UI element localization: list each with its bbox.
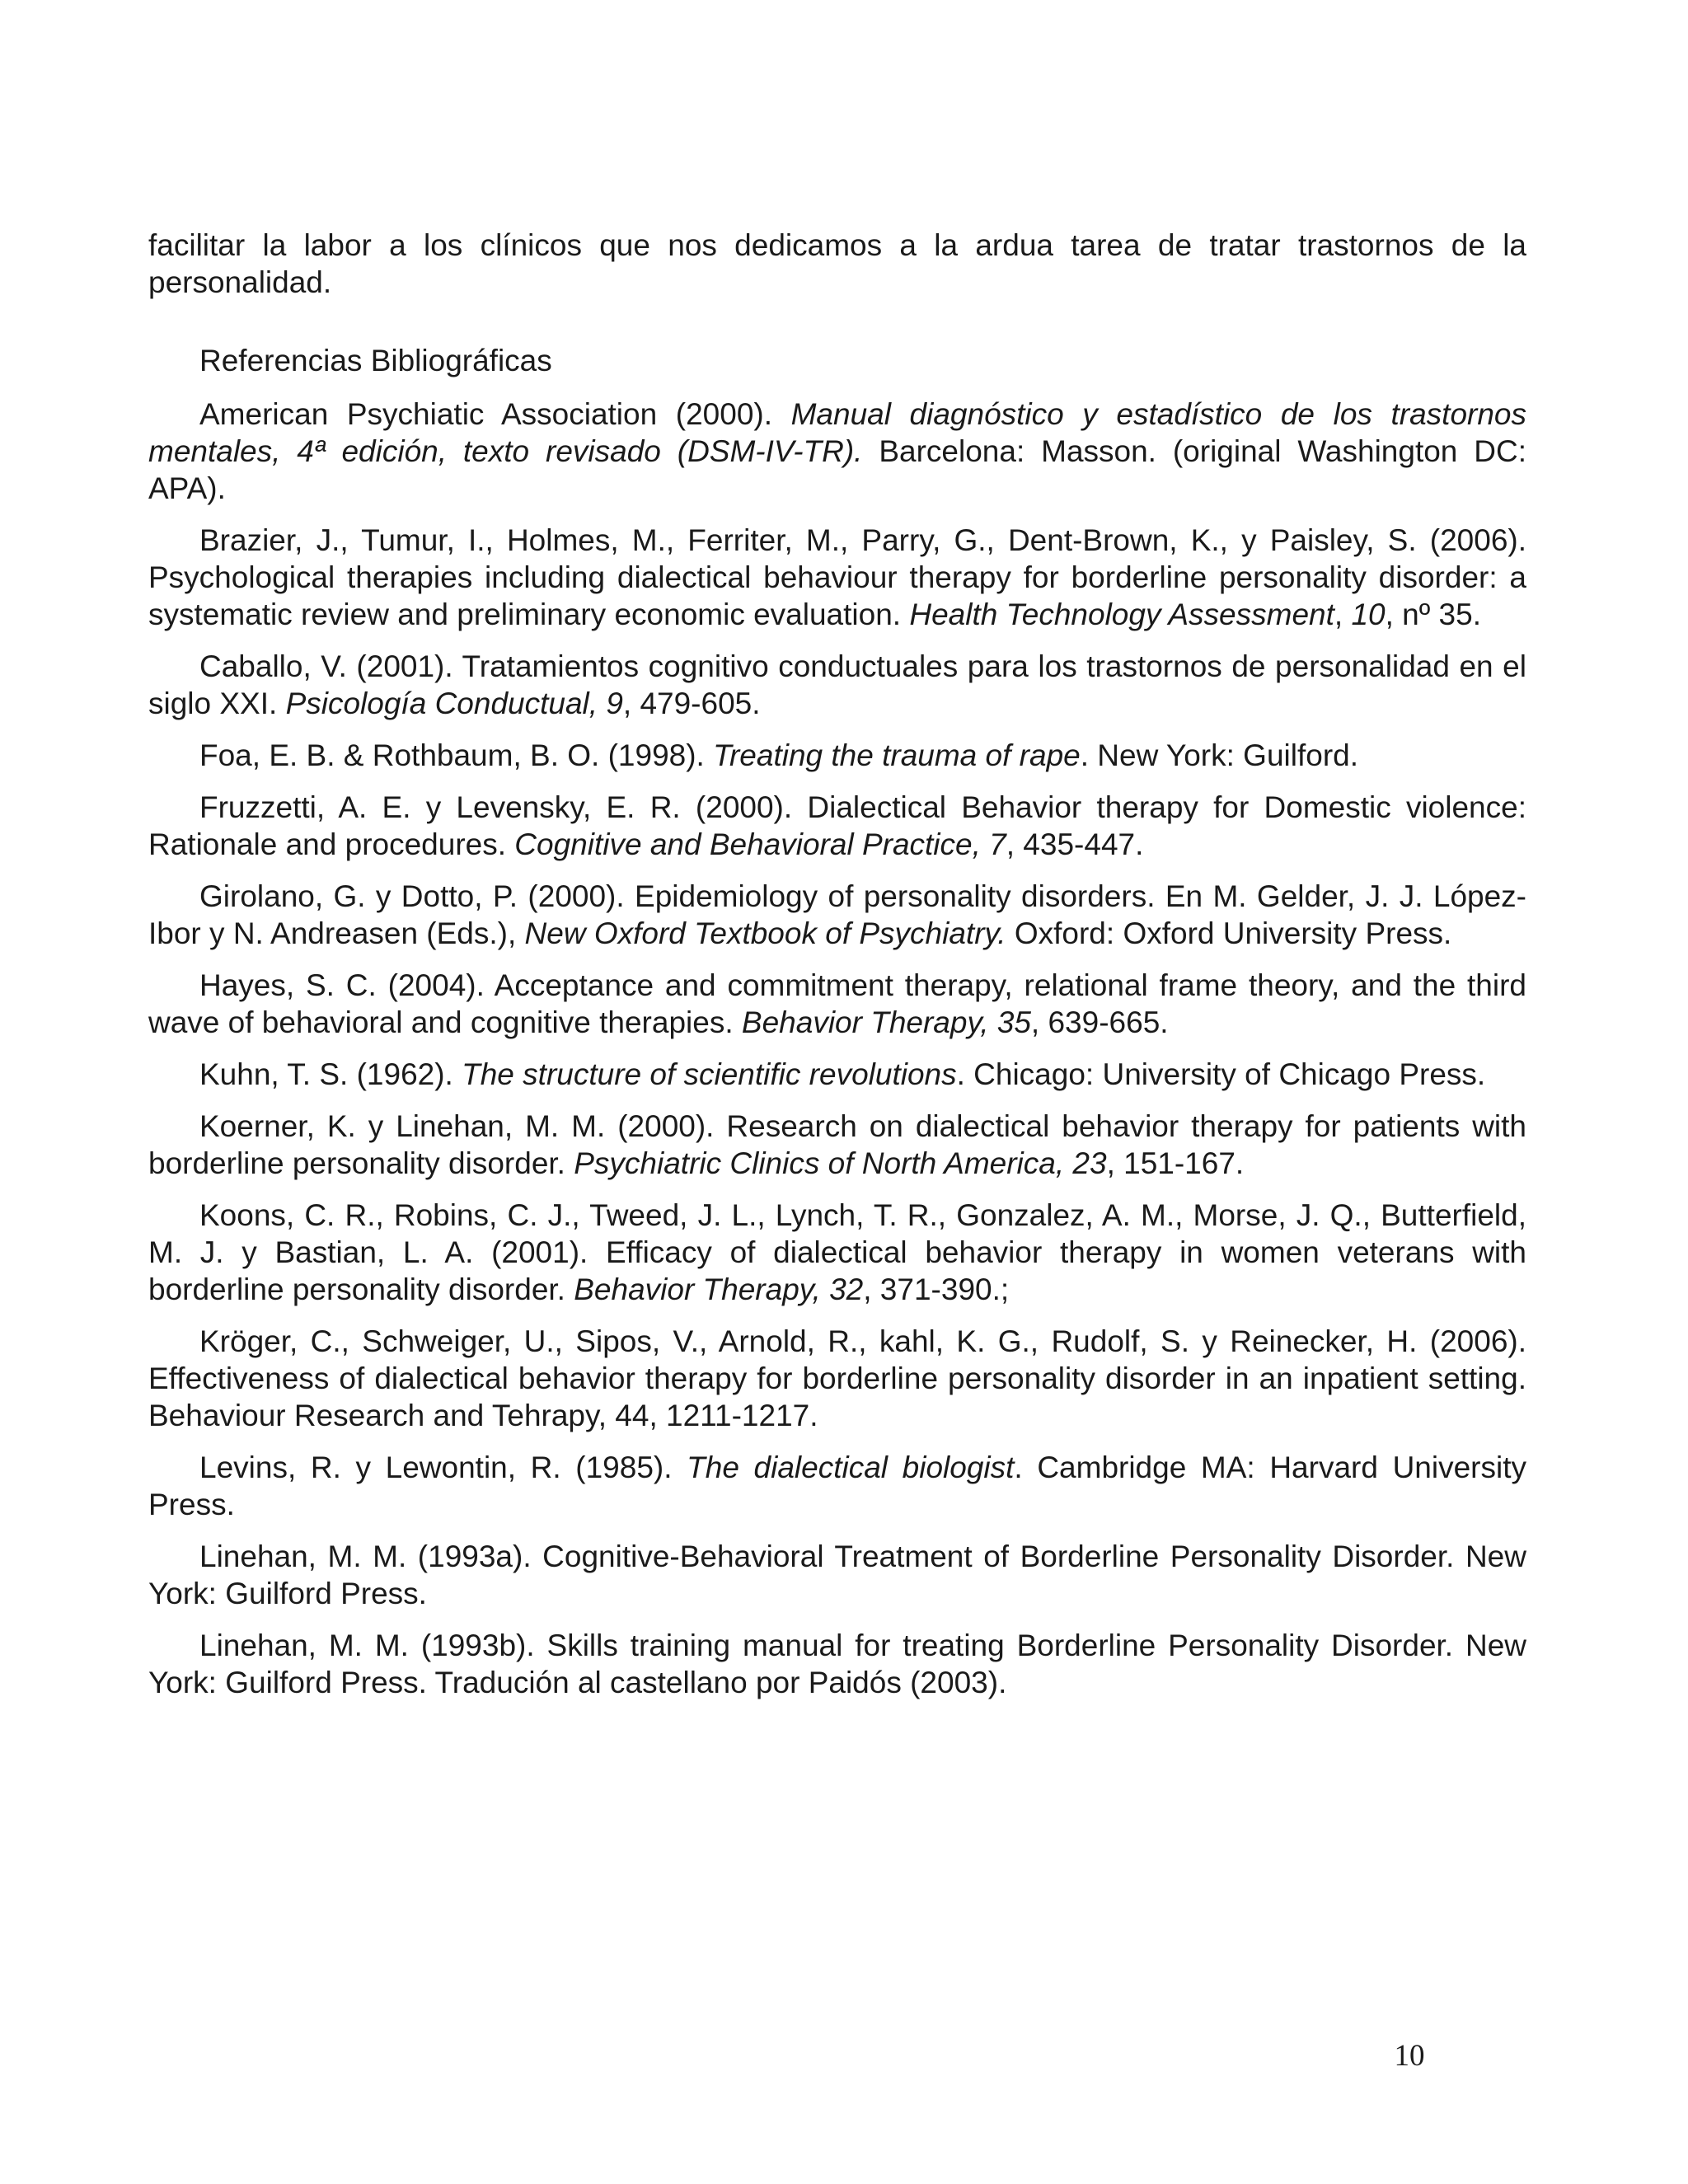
intro-paragraph: facilitar la labor a los clínicos que nos dedicamos a la ardua tarea de tratar trastornos de la personalidad. (148, 228, 1526, 299)
reference-text: Foa, E. B. & Rothbaum, B. O. (1998). (199, 738, 714, 772)
reference-text: Brazier, J., Tumur, I., Holmes, M., Ferriter, M., Parry, G., Dent-Brown, K., y Paisley, S. (2006). Psychological therapies including dialectical behaviour therapy for borderline personality disorder: a systematic review and preliminary economic evaluation. (148, 523, 1526, 631)
reference-italic-text: Behavior Therapy, 35 (741, 1005, 1031, 1039)
reference-text: , nº 35. (1385, 598, 1481, 631)
reference-entry (148, 1449, 1526, 1523)
reference-text: , 435-447. (1006, 827, 1144, 861)
reference-text: . Cambridge MA: Harvard University Press. (148, 1451, 1526, 1521)
reference-entry (148, 648, 1526, 722)
references-section (148, 342, 1526, 1716)
references-heading: Referencias Bibliográficas (199, 344, 552, 377)
reference-entry (148, 1538, 1526, 1612)
reference-text: Kröger, C., Schweiger, U., Sipos, V., Arnold, R., kahl, K. G., Rudolf, S. y Reinecker, H. (2006). Effectiveness of dialectical behavior therapy for borderline personality disorder in an inpatient setting. Behaviour Research and Tehrapy, 44, 1211-1217. (148, 1324, 1526, 1432)
reference-text: Koons, C. R., Robins, C. J., Tweed, J. L., Lynch, T. R., Gonzalez, A. M., Morse, J. Q., Butterfield, M. J. y Bastian, L. A. (2001). Efficacy of dialectical behavior therapy in women veterans with borderline personality disorder. (148, 1198, 1526, 1306)
reference-text: Hayes, S. C. (2004). Acceptance and commitment therapy, relational frame theory, and the third wave of behavioral and cognitive therapies. (148, 968, 1526, 1039)
reference-italic-text: Manual diagnóstico y estadístico de los trastornos mentales, 4ª edición, texto revisado (DSM-IV-TR). (148, 397, 1526, 468)
reference-text: Linehan, M. M. (1993a). Cognitive-Behavioral Treatment of Borderline Personality Disorder. New York: Guilford Press. (148, 1540, 1526, 1610)
reference-text: Barcelona: Masson. (original Washington DC: APA). (148, 434, 1526, 505)
reference-entry (148, 1627, 1526, 1701)
reference-text: Levins, R. y Lewontin, R. (1985). (199, 1451, 687, 1484)
reference-italic-text: The dialectical biologist (687, 1451, 1015, 1484)
reference-text: , 639-665. (1030, 1005, 1169, 1039)
reference-list (148, 396, 1526, 1701)
reference-italic-text: Health Technology Assessment (909, 598, 1334, 631)
reference-italic-text: Treating the trauma of rape (713, 738, 1081, 772)
reference-entry (148, 789, 1526, 863)
reference-entry (148, 878, 1526, 952)
reference-entry (148, 522, 1526, 633)
reference-text: , 371-390.; (863, 1272, 1010, 1306)
reference-italic-text: Cognitive and Behavioral Practice, 7 (514, 827, 1006, 861)
reference-text: Oxford: Oxford University Press. (1006, 916, 1452, 950)
reference-entry (148, 1323, 1526, 1434)
reference-text: Kuhn, T. S. (1962). (199, 1057, 462, 1091)
reference-text: . New York: Guilford. (1080, 738, 1358, 772)
reference-text: Caballo, V. (2001). Tratamientos cognitivo conductuales para los trastornos de personalidad en el siglo XXI. (148, 649, 1526, 720)
reference-text: Koerner, K. y Linehan, M. M. (2000). Research on dialectical behavior therapy for patients with borderline personality disorder. (148, 1109, 1526, 1180)
reference-text: , 479-605. (622, 687, 761, 720)
reference-entry (148, 737, 1526, 774)
reference-text: Fruzzetti, A. E. y Levensky, E. R. (2000). Dialectical Behavior therapy for Domestic violence: Rationale and procedures. (148, 790, 1526, 861)
reference-text: Girolano, G. y Dotto, P. (2000). Epidemiology of personality disorders. En M. Gelder, J. J. López-Ibor y N. Andreasen (Eds.), (148, 879, 1526, 950)
reference-entry (148, 967, 1526, 1041)
reference-entry (148, 1197, 1526, 1308)
reference-text: Linehan, M. M. (1993b). Skills training manual for treating Borderline Personality Disorder. New York: Guilford Press. Tradución al castellano por Paidós (2003). (148, 1629, 1526, 1699)
reference-italic-text: New Oxford Textbook of Psychiatry. (524, 916, 1006, 950)
reference-entry (148, 1056, 1526, 1093)
reference-text: , 151-167. (1106, 1146, 1245, 1180)
reference-text: American Psychiatic Association (2000). (199, 397, 791, 431)
reference-entry (148, 396, 1526, 507)
reference-text: . Chicago: University of Chicago Press. (956, 1057, 1486, 1091)
reference-text: , (1334, 598, 1352, 631)
page-number: 10 (1394, 2039, 1425, 2073)
reference-italic-text: Psicología Conductual, 9 (285, 687, 623, 720)
reference-italic-text: Behavior Therapy, 32 (574, 1272, 864, 1306)
reference-italic-text: 10 (1351, 598, 1386, 631)
reference-italic-text: Psychiatric Clinics of North America, 23 (574, 1146, 1107, 1180)
reference-entry (148, 1108, 1526, 1182)
reference-italic-text: The structure of scientific revolutions (462, 1057, 957, 1091)
